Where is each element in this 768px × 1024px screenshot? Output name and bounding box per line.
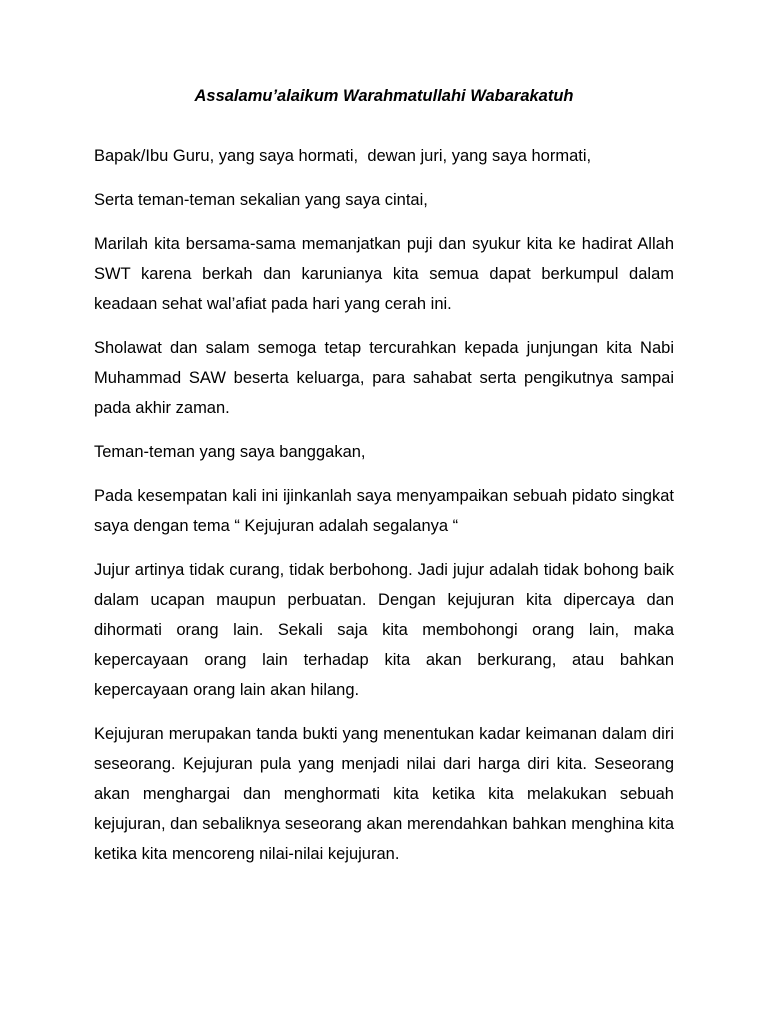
paragraph-praise: Marilah kita bersama-sama memanjatkan puji dan syukur kita ke hadirat Allah SWT karena berkah dan karunianya kita semua dapat berkumpul dalam keadaan sehat wal’afiat pada hari yang cerah ini.	[94, 235, 674, 313]
paragraph-greeting-teachers: Bapak/Ibu Guru, yang saya hormati, dewan juri, yang saya hormati,	[94, 147, 592, 165]
paragraph-honesty-value: Kejujuran merupakan tanda bukti yang menentukan kadar keimanan dalam diri seseorang. Kejujuran pula yang menjadi nilai dari harga diri kita. Seseorang akan menghargai dan menghormati kita ketika kita melakukan sebuah kejujuran, dan sebaliknya seseorang akan merendahkan bahkan menghina kita ketika kita mencoreng nilai-nilai kejujuran.	[94, 725, 674, 863]
paragraph-sholawat: Sholawat dan salam semoga tetap tercurahkan kepada junjungan kita Nabi Muhammad SAW beserta keluarga, para sahabat serta pengikutnya sampai pada akhir zaman.	[94, 339, 674, 417]
paragraph-greeting-friends: Serta teman-teman sekalian yang saya cintai,	[94, 191, 428, 209]
paragraph-address: Teman-teman yang saya banggakan,	[94, 443, 366, 461]
paragraph-honesty-definition: Jujur artinya tidak curang, tidak berbohong. Jadi jujur adalah tidak bohong baik dalam ucapan maupun perbuatan. Dengan kejujuran kita dipercaya dan dihormati orang lain. Sekali saja kita membohongi orang lain, maka kepercayaan orang lain terhadap kita akan berkurang, atau bahkan kepercayaan orang lain akan hilang.	[94, 561, 674, 699]
paragraph-theme: Pada kesempatan kali ini ijinkanlah saya menyampaikan sebuah pidato singkat saya dengan tema “ Kejujuran adalah segalanya “	[94, 487, 674, 535]
document-title: Assalamu’alaikum Warahmatullahi Wabarakatuh	[194, 87, 574, 105]
